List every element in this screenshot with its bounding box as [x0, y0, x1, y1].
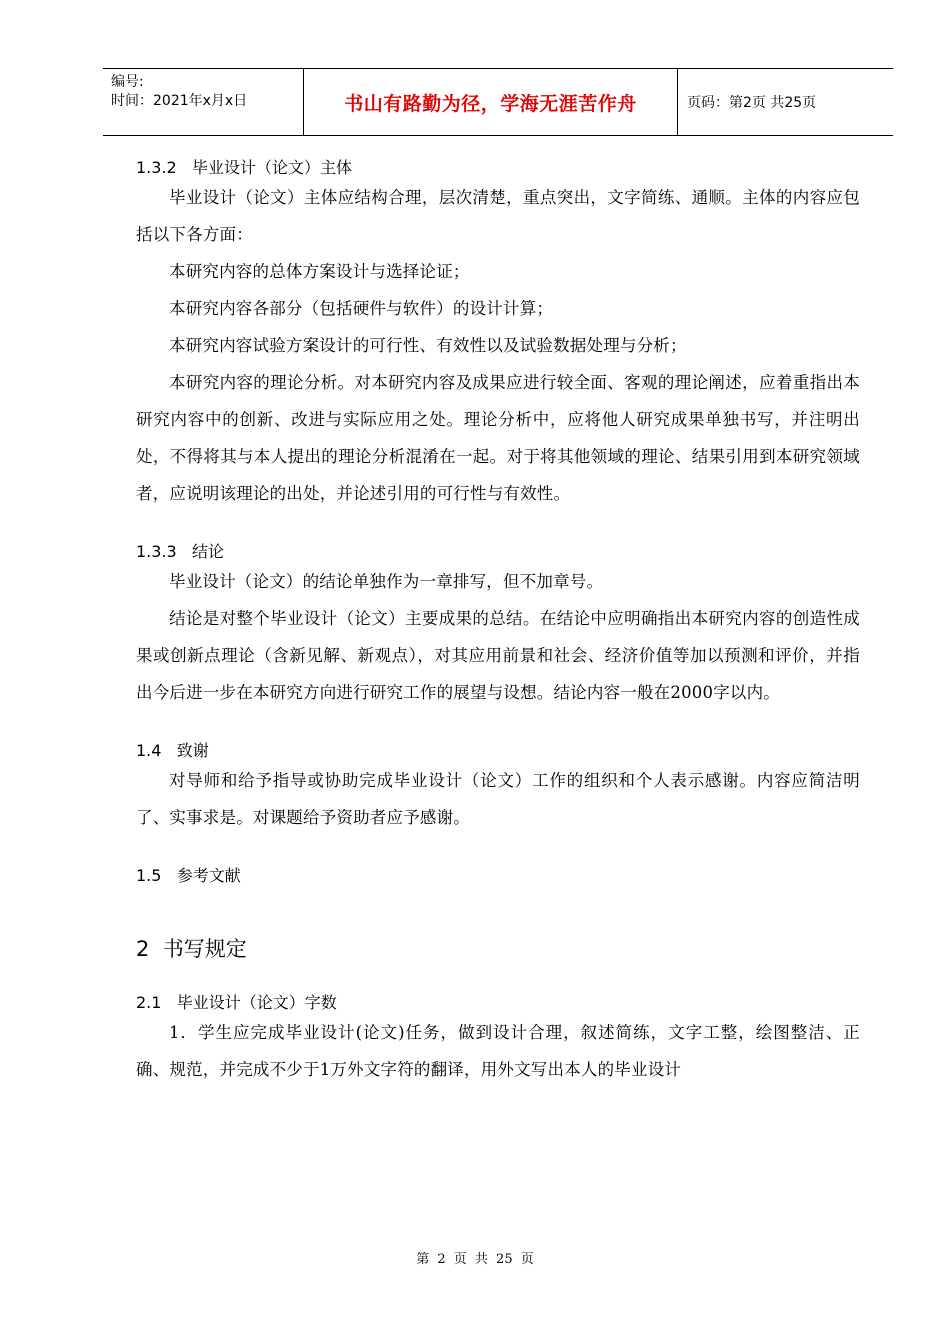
section-heading-2-1: 2.1 毕业设计（论文）字数 [136, 993, 337, 1012]
document-number-label: 编号: [111, 74, 144, 90]
paragraph: 本研究内容各部分（包括硬件与软件）的设计计算； [169, 299, 554, 318]
section-heading-1-4: 1.4 致谢 [136, 741, 209, 760]
header-motto: 书山有路勤为径，学海无涯苦作舟 [304, 69, 678, 135]
paragraph: 毕业设计（论文）主体应结构合理，层次清楚，重点突出，文字简练、通顺。主体的内容应包括以下各方面： [136, 188, 860, 244]
header-page-info: 页码：第2页 共25页 [687, 95, 817, 111]
paragraph: 对导师和给予指导或协助完成毕业设计（论文）工作的组织和个人表示感谢。内容应简洁明了、实事求是。对课题给予资助者应予感谢。 [136, 771, 860, 827]
document-time-label: 时间：2021年x月x日 [111, 93, 248, 109]
paragraph: 本研究内容的理论分析。对本研究内容及成果应进行较全面、客观的理论阐述，应着重指出本研究内容中的创新、改进与实际应用之处。理论分析中，应将他人研究成果单独书写，并注明出处，不得将其与本人提出的理论分析混淆在一起。对于将其他领域的理论、结果引用到本研究领域者，应说明该理论的出处，并论述引用的可行性与有效性。 [136, 373, 860, 503]
paragraph: 结论是对整个毕业设计（论文）主要成果的总结。在结论中应明确指出本研究内容的创造性成果或创新点理论（含新见解、新观点），对其应用前景和社会、经济价值等加以预测和评价，并指出今后进一步在本研究方向进行研究工作的展望与设想。结论内容一般在2000字以内。 [136, 609, 860, 702]
paragraph: 毕业设计（论文）的结论单独作为一章排写，但不加章号。 [169, 572, 604, 591]
page-footer: 第 2 页 共 25 页 [416, 1252, 534, 1267]
paragraph: 本研究内容试验方案设计的可行性、有效性以及试验数据处理与分析； [169, 336, 687, 355]
section-heading-1-3-2: 1.3.2 毕业设计（论文）主体 [136, 158, 352, 177]
chapter-heading-2: 2 书写规定 [136, 937, 247, 961]
section-heading-1-3-3: 1.3.3 结论 [136, 542, 224, 561]
paragraph: 1．学生应完成毕业设计(论文)任务，做到设计合理，叙述简练，文字工整，绘图整洁、正确、规范，并完成不少于1万外文字符的翻译，用外文写出本人的毕业设计 [136, 1023, 860, 1079]
page-header [103, 68, 893, 136]
document-body [136, 157, 860, 1088]
paragraph: 本研究内容的总体方案设计与选择论证； [169, 262, 470, 281]
header-meta-cell [103, 69, 304, 135]
section-heading-1-5: 1.5 参考文献 [136, 866, 241, 885]
